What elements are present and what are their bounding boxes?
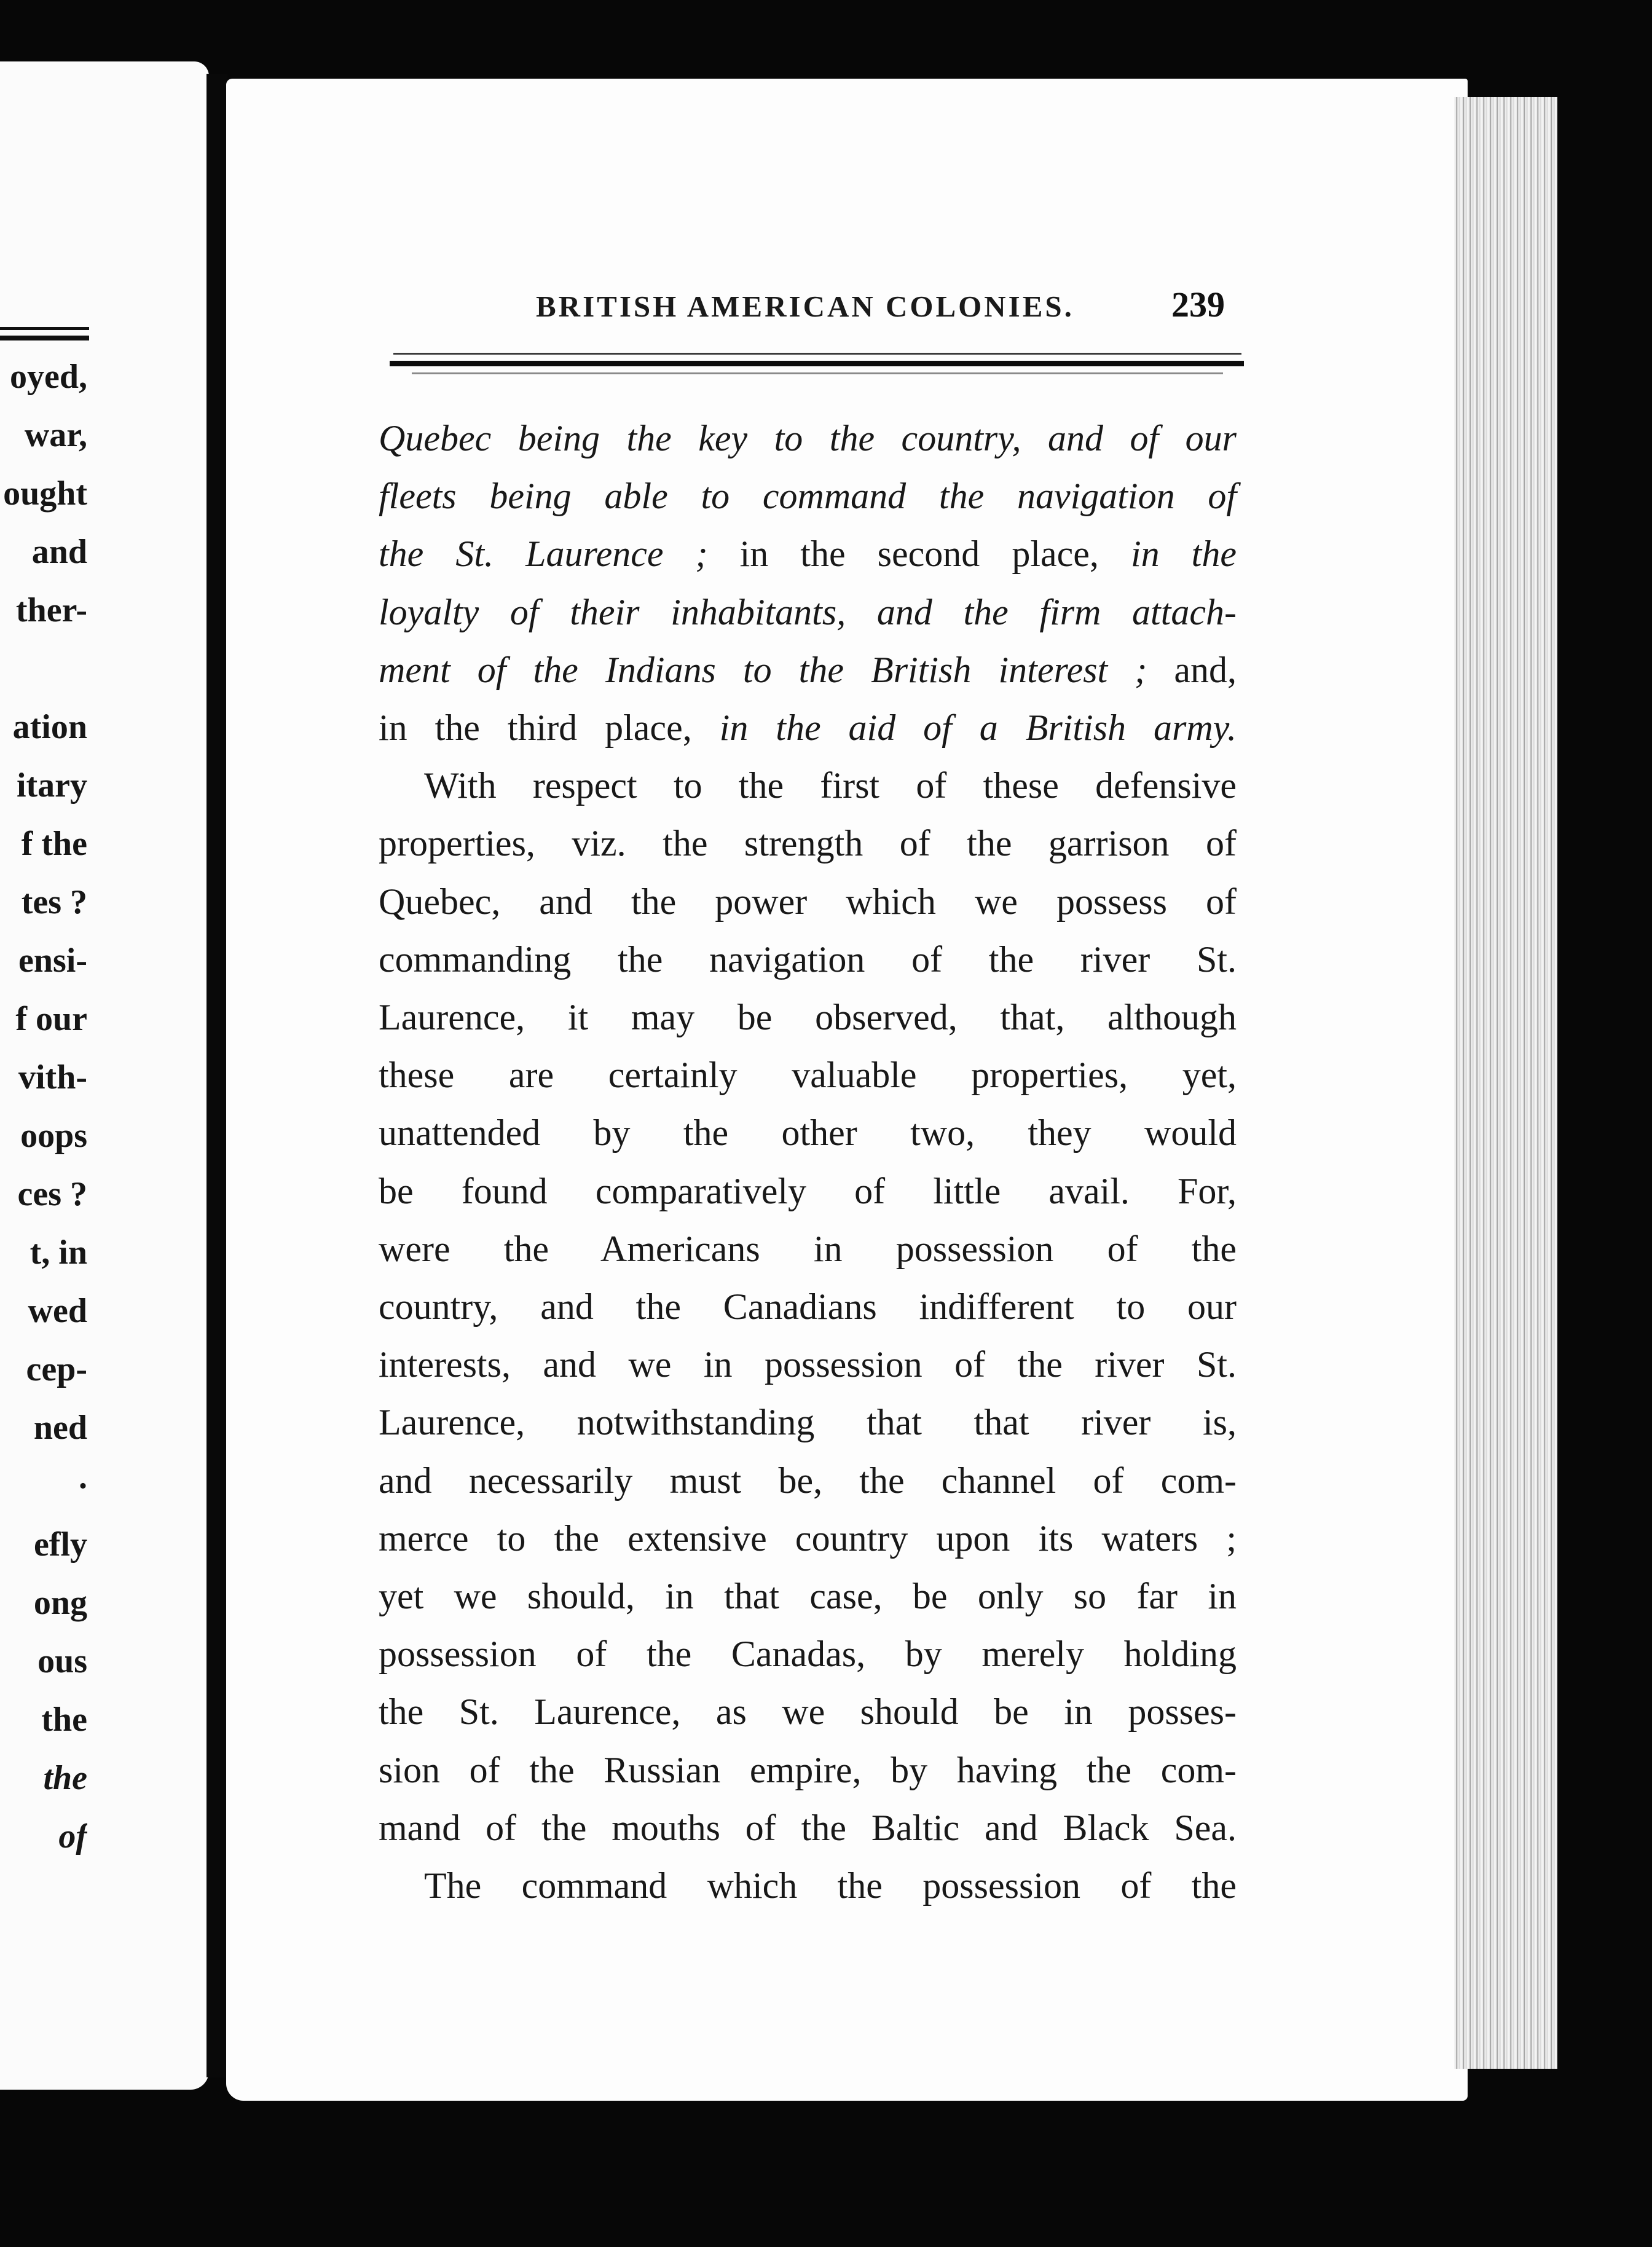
body-line xyxy=(379,533,1237,574)
left-page-rule xyxy=(0,336,89,340)
roman-text: and necessarily must be, the channel of com- xyxy=(379,1460,1237,1501)
roman-text: country, and the Canadians indifferent to our xyxy=(379,1286,1237,1327)
roman-text: unattended by the other two, they would xyxy=(379,1112,1237,1153)
italic-text: fleets being able to command the navigation of xyxy=(379,476,1237,516)
body-line xyxy=(379,823,1237,864)
body-line xyxy=(379,1055,1237,1095)
roman-text: were the Americans in possession of the xyxy=(379,1229,1237,1269)
left-page-line: ther- xyxy=(15,591,87,629)
left-page-line: oyed, xyxy=(10,358,87,396)
left-page-line: ous xyxy=(37,1642,87,1680)
roman-text: commanding the navigation of the river St. xyxy=(379,939,1237,980)
left-page-line: t, in xyxy=(30,1234,87,1272)
left-page-line: ation xyxy=(12,708,87,746)
left-page-line: efly xyxy=(33,1525,87,1564)
body-line xyxy=(379,1634,1237,1674)
body-line xyxy=(379,707,1237,748)
body-line xyxy=(379,939,1237,980)
body-line xyxy=(379,418,1237,458)
roman-text: interests, and we in possession of the river St. xyxy=(379,1344,1237,1385)
page-number: 239 xyxy=(1171,285,1225,325)
left-page-line: the xyxy=(41,1701,87,1739)
body-line xyxy=(379,592,1237,632)
left-page-line: of xyxy=(58,1817,87,1855)
body-line xyxy=(379,1402,1237,1442)
left-page xyxy=(0,61,209,2090)
body-line xyxy=(379,1576,1237,1616)
left-page-line: and xyxy=(31,533,87,571)
roman-text: With respect to the first of these defensive xyxy=(424,765,1237,806)
left-page-rule xyxy=(0,327,89,330)
left-page-line: ong xyxy=(33,1584,87,1622)
italic-text: Quebec being the key to the country, and of our xyxy=(379,418,1237,458)
header-rule xyxy=(393,353,1241,355)
roman-text: merce to the extensive country upon its waters ; xyxy=(379,1518,1237,1559)
left-page-line: tes ? xyxy=(21,883,87,921)
roman-text: and, xyxy=(1147,650,1237,690)
roman-text: in the third place, xyxy=(379,707,720,748)
left-page-line: f our xyxy=(15,1000,87,1038)
header-rule xyxy=(390,361,1244,366)
roman-text: sion of the Russian empire, by having the com- xyxy=(379,1750,1237,1790)
left-page-line: vith- xyxy=(18,1058,87,1096)
body-line xyxy=(379,1808,1237,1848)
body-line xyxy=(379,997,1237,1037)
body-line xyxy=(379,1112,1237,1153)
left-page-line: the xyxy=(43,1759,87,1797)
body-line xyxy=(379,1171,1237,1211)
left-page-line: ces ? xyxy=(17,1175,87,1213)
roman-text: possession of the Canadas, by merely holding xyxy=(379,1634,1237,1674)
roman-text: properties, viz. the strength of the garrison of xyxy=(379,823,1237,864)
page-edges xyxy=(1454,97,1557,2069)
left-page-line: ensi- xyxy=(18,942,87,980)
roman-text: The command which the possession of the xyxy=(424,1865,1237,1906)
left-page-line: cep- xyxy=(26,1350,87,1388)
body-line xyxy=(379,1750,1237,1790)
left-page-line: wed xyxy=(28,1292,87,1330)
italic-text: in the aid of a British army. xyxy=(719,707,1237,748)
body-line xyxy=(424,1865,1237,1906)
left-page-line: ought xyxy=(3,474,87,513)
roman-text: Laurence, notwithstanding that that river is, xyxy=(379,1402,1237,1442)
roman-text: these are certainly valuable properties, yet, xyxy=(379,1055,1237,1095)
italic-text: ment of the Indians to the British interest ; xyxy=(379,650,1147,690)
body-line xyxy=(379,1460,1237,1501)
body-line xyxy=(379,650,1237,690)
body-line xyxy=(379,1229,1237,1269)
header-rule xyxy=(412,372,1223,374)
body-line xyxy=(379,476,1237,516)
left-page-line: . xyxy=(79,1458,87,1496)
italic-text: the St. Laurence ; xyxy=(379,533,708,574)
roman-text: Laurence, it may be observed, that, although xyxy=(379,997,1237,1037)
body-line xyxy=(379,1344,1237,1385)
body-line xyxy=(379,1691,1237,1732)
body-line xyxy=(379,881,1237,922)
body-line xyxy=(379,1286,1237,1327)
roman-text: yet we should, in that case, be only so far in xyxy=(379,1576,1237,1616)
italic-text: loyalty of their inhabitants, and the firm attach- xyxy=(379,592,1237,632)
left-page-line: itary xyxy=(16,766,87,805)
roman-text: be found comparatively of little avail. For, xyxy=(379,1171,1237,1211)
book-gutter xyxy=(206,74,227,2077)
left-page-line: f the xyxy=(21,825,87,863)
body-line xyxy=(424,765,1237,806)
roman-text: Quebec, and the power which we possess of xyxy=(379,881,1237,922)
left-page-line: war, xyxy=(24,416,87,454)
roman-text: in the second place, xyxy=(707,533,1131,574)
left-page-line: oops xyxy=(20,1117,87,1155)
body-line xyxy=(379,1518,1237,1559)
running-title: BRITISH AMERICAN COLONIES. xyxy=(536,289,1074,323)
left-page-line: ned xyxy=(33,1409,87,1447)
roman-text: mand of the mouths of the Baltic and Black Sea. xyxy=(379,1808,1237,1848)
roman-text: the St. Laurence, as we should be in posses- xyxy=(379,1691,1237,1732)
italic-text: in the xyxy=(1130,533,1237,574)
